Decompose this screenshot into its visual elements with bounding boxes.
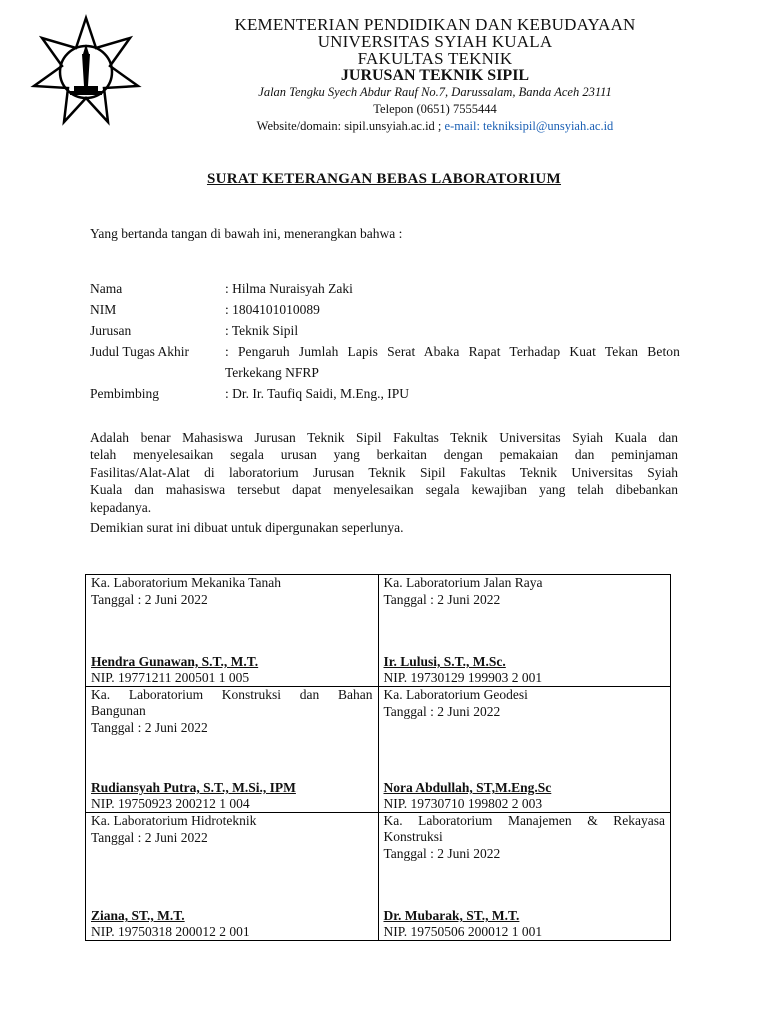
sign-date: Tanggal : 2 Juni 2022 bbox=[383, 592, 501, 607]
signer-nip: NIP. 19750318 200012 2 001 bbox=[91, 924, 250, 939]
paragraph-line: Kuala dan mahasiswa tersebut dapat menyelesaikan segala kewajiban yang telah dibebankan bbox=[90, 482, 678, 498]
signature-table bbox=[85, 574, 671, 941]
signer-name: Nora Abdullah, ST,M.Eng.Sc bbox=[383, 780, 552, 795]
signature-row bbox=[86, 813, 671, 941]
signature-cell bbox=[86, 813, 379, 941]
field-row-judul bbox=[90, 341, 680, 362]
lab-title: Ka. Laboratorium Hidroteknik bbox=[91, 813, 257, 828]
sign-date: Tanggal : 2 Juni 2022 bbox=[91, 592, 208, 607]
signature-cell bbox=[86, 575, 379, 687]
field-value: : Dr. Ir. Taufiq Saidi, M.Eng., IPU bbox=[225, 386, 410, 401]
lab-title: Ka. Laboratorium Jalan Raya bbox=[383, 575, 543, 590]
signer-nip: NIP. 19771211 200501 1 005 bbox=[91, 670, 250, 685]
field-row-jurusan bbox=[90, 320, 680, 341]
field-value: : Teknik Sipil bbox=[225, 323, 299, 338]
field-row-pembimbing bbox=[90, 383, 680, 404]
phone-line: Telepon (0651) 7555444 bbox=[373, 102, 497, 116]
university-name: UNIVERSITAS SYIAH KUALA bbox=[317, 32, 553, 51]
website-text: Website/domain: sipil.unsyiah.ac.id ; bbox=[256, 119, 445, 133]
signature-cell bbox=[378, 813, 671, 941]
sign-date: Tanggal : 2 Juni 2022 bbox=[383, 704, 501, 719]
signer-nip: NIP. 19750506 200012 1 001 bbox=[383, 924, 543, 939]
signer-name: Hendra Gunawan, S.T., M.T. bbox=[91, 654, 259, 669]
signer-name: Ir. Lulusi, S.T., M.Sc. bbox=[383, 654, 506, 669]
intro-text: Yang bertanda tangan di bawah ini, menerangkan bahwa : bbox=[90, 226, 403, 241]
field-value: : Pengaruh Jumlah Lapis Serat Abaka Rapat Terhadap Kuat Tekan Beton bbox=[225, 344, 680, 359]
signer-nip: NIP. 19750923 200212 1 004 bbox=[91, 796, 250, 811]
website-line bbox=[150, 118, 720, 135]
student-fields bbox=[90, 278, 680, 404]
signer-name: Ziana, ST., M.T. bbox=[91, 908, 185, 923]
ministry-name: KEMENTERIAN PENDIDIKAN DAN KEBUDAYAAN bbox=[234, 15, 636, 34]
field-label: Jurusan bbox=[90, 323, 132, 338]
signer-name: Rudiansyah Putra, S.T., M.Si., IPM bbox=[91, 780, 296, 795]
document-title: SURAT KETERANGAN BEBAS LABORATORIUM bbox=[206, 171, 562, 187]
signature-cell bbox=[378, 575, 671, 687]
field-label: Judul Tugas Akhir bbox=[90, 344, 190, 359]
signer-name: Dr. Mubarak, ST., M.T. bbox=[383, 908, 520, 923]
paragraph-line: Adalah benar Mahasiswa Jurusan Teknik Sipil Fakultas Teknik Universitas Syiah Kuala dan bbox=[90, 430, 678, 445]
field-value: : 1804101010089 bbox=[225, 302, 320, 317]
field-value: : Hilma Nuraisyah Zaki bbox=[225, 281, 353, 296]
field-row-nim bbox=[90, 299, 680, 320]
paragraph-line: telah menyelesaikan segala urusan yang berkaitan dengan pemakaian dan peminjaman bbox=[90, 447, 678, 463]
field-label: Pembimbing bbox=[90, 386, 160, 401]
signature-cell bbox=[86, 687, 379, 813]
lab-title: Ka. Laboratorium Geodesi bbox=[383, 687, 528, 702]
university-seal-icon bbox=[30, 14, 142, 126]
signer-nip: NIP. 19730129 199903 2 001 bbox=[383, 670, 543, 685]
field-label: Nama bbox=[90, 281, 123, 296]
paragraph-line: Fasilitas/Alat-Alat di laboratorium Jurusan Teknik Sipil Fakultas Teknik Universitas Syiah bbox=[90, 464, 678, 480]
lab-title: Ka. Laboratorium Mekanika Tanah bbox=[91, 575, 281, 590]
sign-date: Tanggal : 2 Juni 2022 bbox=[383, 846, 501, 861]
lab-title: Ka. Laboratorium Konstruksi dan Bahan Bangunan bbox=[91, 687, 373, 718]
lab-title: Ka. Laboratorium Manajemen & Rekayasa Konstruksi bbox=[383, 813, 665, 844]
signature-row bbox=[86, 575, 671, 687]
field-row-name bbox=[90, 278, 680, 299]
sign-date: Tanggal : 2 Juni 2022 bbox=[91, 830, 208, 845]
signature-row bbox=[86, 687, 671, 813]
paragraph-line: kepadanya. bbox=[90, 499, 152, 515]
signature-cell bbox=[378, 687, 671, 813]
statement-paragraph bbox=[90, 429, 678, 516]
letterhead bbox=[0, 0, 768, 133]
signer-nip: NIP. 19730710 199802 2 003 bbox=[383, 796, 543, 811]
faculty-name: FAKULTAS TEKNIK bbox=[357, 49, 513, 68]
field-label: NIM bbox=[90, 302, 117, 317]
email-link[interactable]: e-mail: tekniksipil@unsyiah.ac.id bbox=[444, 119, 614, 133]
sign-date: Tanggal : 2 Juni 2022 bbox=[91, 720, 208, 735]
department-name: JURUSAN TEKNIK SIPIL bbox=[340, 67, 530, 84]
closing-text: Demikian surat ini dibuat untuk dipergunakan seperlunya. bbox=[90, 520, 404, 535]
address-line: Jalan Tengku Syech Abdur Rauf No.7, Darussalam, Banda Aceh 23111 bbox=[258, 85, 612, 99]
field-value-continuation: Terkekang NFRP bbox=[225, 365, 319, 380]
